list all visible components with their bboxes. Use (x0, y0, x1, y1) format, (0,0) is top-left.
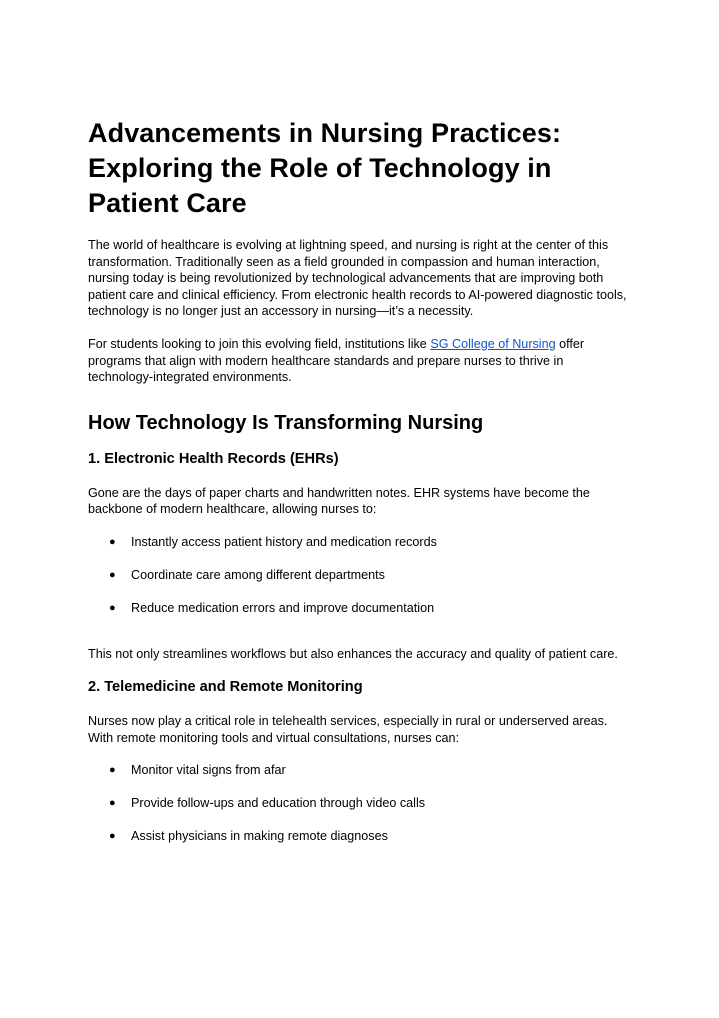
ehr-heading: 1. Electronic Health Records (EHRs) (88, 450, 339, 467)
ehr-closing-paragraph: This not only streamlines workflows but also enhances the accuracy and quality of patient care. (88, 646, 618, 661)
list-item-text: Instantly access patient history and medication records (131, 534, 437, 549)
telemedicine-paragraph: Nurses now play a critical role in telehealth services, especially in rural or underserved areas. With remote monitoring tools and virtual consultations, nurses can: (88, 714, 608, 745)
bullet-icon: ● (109, 830, 116, 843)
document-page (88, 116, 628, 861)
bullet-icon: ● (109, 797, 116, 810)
ehr-paragraph: Gone are the days of paper charts and handwritten notes. EHR systems have become the backbone of modern healthcare, allowing nurses to: (88, 485, 590, 517)
list-item (88, 762, 628, 779)
section-heading: How Technology Is Transforming Nursing (88, 411, 484, 434)
list-item (88, 828, 628, 845)
list-item-text: Reduce medication errors and improve documentation (131, 600, 435, 615)
list-item (88, 567, 628, 584)
list-item-text: Provide follow-ups and education through video calls (131, 796, 426, 811)
students-paragraph-text-before: For students looking to join this evolving field, institutions like (88, 336, 431, 351)
sg-college-of-nursing-link[interactable]: SG College of Nursing (430, 336, 556, 351)
list-item (88, 600, 628, 617)
list-item (88, 534, 628, 551)
list-item-text: Coordinate care among different departments (131, 567, 385, 582)
intro-paragraph: The world of healthcare is evolving at lightning speed, and nursing is right at the center of this transformation. Traditionally seen as a field grounded in compassion and human interaction, nursing today is being revolutionized by technological advancements that are improving both patient care and clinical efficiency. From electronic health records to AI-powered diagnostic tools, technology is no longer just an accessory in nursing—it’s a necessity. (88, 238, 627, 319)
students-paragraph (88, 336, 628, 386)
ehr-list (88, 534, 628, 617)
students-paragraph-text-after: offer programs that align with modern healthcare standards and prepare nurses to thrive in technology-integrated environments. (88, 336, 585, 385)
bullet-icon: ● (109, 535, 116, 548)
list-item-text: Assist physicians in making remote diagnoses (131, 829, 388, 844)
list-item (88, 795, 628, 812)
bullet-icon: ● (109, 601, 116, 614)
bullet-icon: ● (109, 764, 116, 777)
bullet-icon: ● (109, 568, 116, 581)
document-title: Advancements in Nursing Practices: Exploring the Role of Technology in Patient Care (88, 118, 562, 218)
list-item-text: Monitor vital signs from afar (131, 763, 286, 778)
telemedicine-list (88, 762, 628, 845)
telemedicine-heading: 2. Telemedicine and Remote Monitoring (88, 679, 363, 696)
